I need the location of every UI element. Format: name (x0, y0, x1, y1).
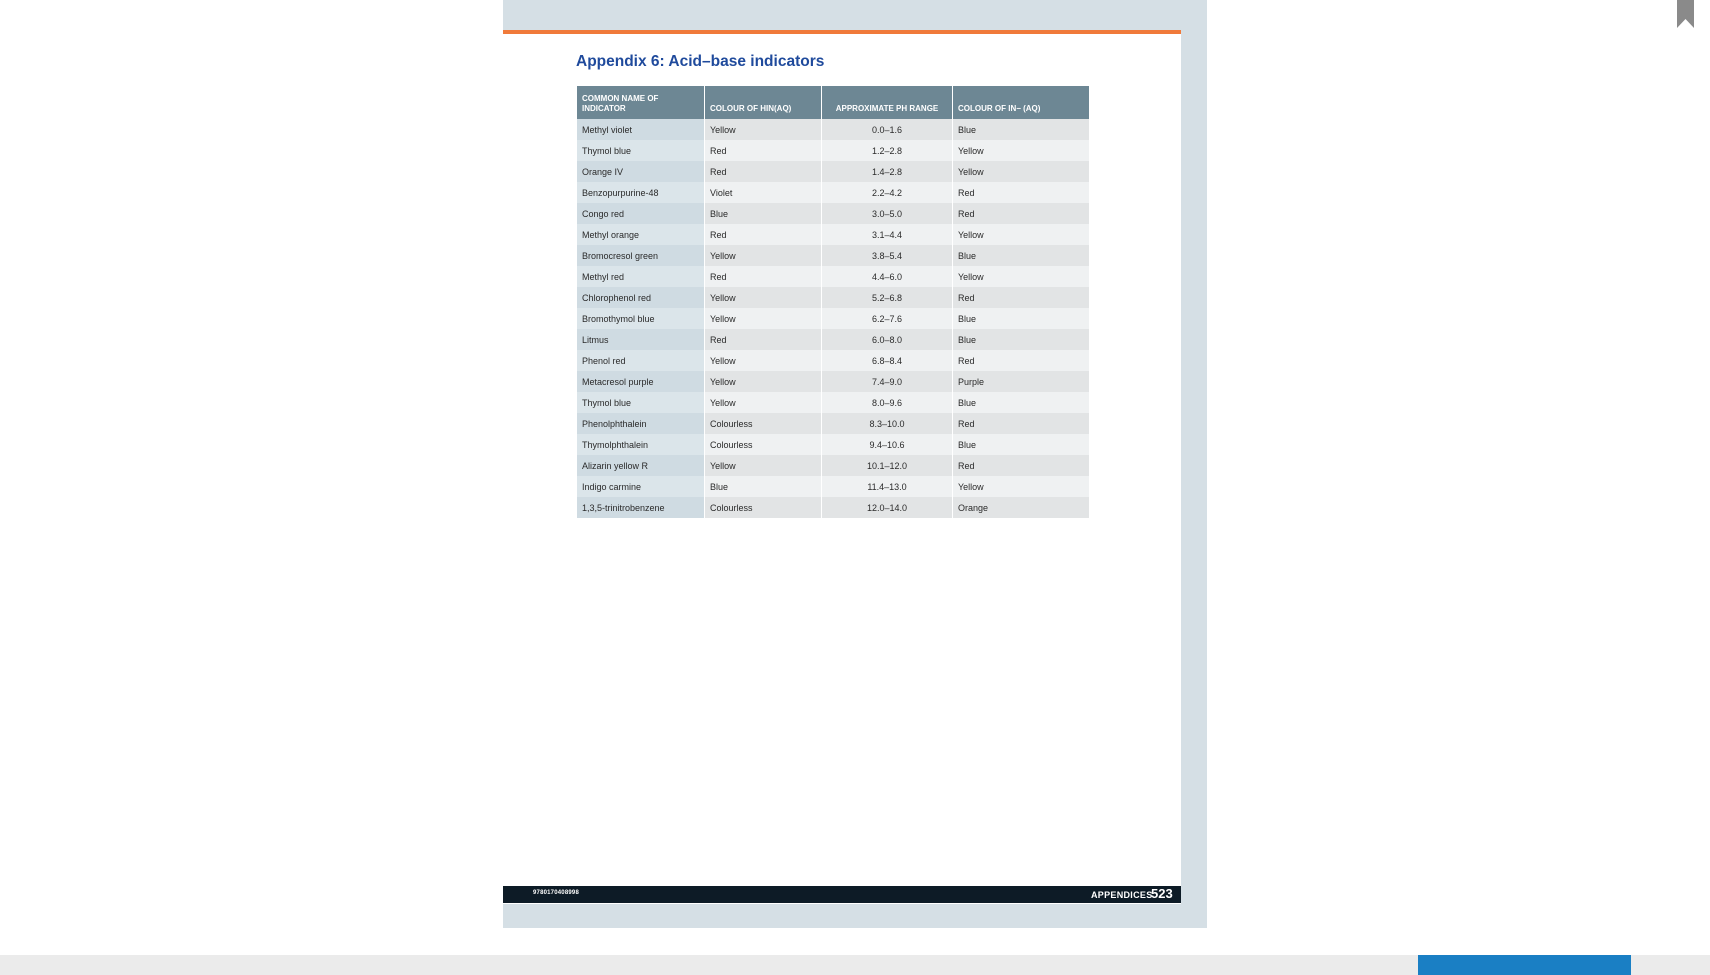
ph-range-cell: 6.8–8.4 (822, 350, 952, 371)
ph-range-cell: 8.3–10.0 (822, 413, 952, 434)
base-colour-cell: Blue (953, 308, 1089, 329)
indicator-name-cell: Thymol blue (577, 392, 704, 413)
acid-colour-cell: Red (705, 224, 821, 245)
table-row (577, 497, 1089, 518)
indicator-name-cell: Chlorophenol red (577, 287, 704, 308)
ph-range-cell: 1.4–2.8 (822, 161, 952, 182)
indicator-name-cell: Orange IV (577, 161, 704, 182)
acid-colour-cell: Yellow (705, 308, 821, 329)
table-row (577, 434, 1089, 455)
acid-colour-cell: Red (705, 266, 821, 287)
indicator-table (576, 86, 1090, 518)
table-row (577, 182, 1089, 203)
base-colour-cell: Red (953, 182, 1089, 203)
table-header-row (577, 86, 1089, 119)
column-header-ph-range: APPROXIMATE PH RANGE (822, 86, 952, 119)
indicator-name-cell: Litmus (577, 329, 704, 350)
ph-range-cell: 5.2–6.8 (822, 287, 952, 308)
table-row (577, 203, 1089, 224)
acid-colour-cell: Yellow (705, 392, 821, 413)
base-colour-cell: Yellow (953, 266, 1089, 287)
table-row (577, 413, 1089, 434)
header-accent-rule (503, 30, 1181, 34)
base-colour-cell: Yellow (953, 476, 1089, 497)
base-colour-cell: Blue (953, 245, 1089, 266)
acid-colour-cell: Colourless (705, 434, 821, 455)
acid-colour-cell: Violet (705, 182, 821, 203)
ph-range-cell: 0.0–1.6 (822, 119, 952, 140)
acid-colour-cell: Colourless (705, 497, 821, 518)
acid-colour-cell: Blue (705, 476, 821, 497)
base-colour-cell: Blue (953, 434, 1089, 455)
acid-colour-cell: Blue (705, 203, 821, 224)
base-colour-cell: Yellow (953, 140, 1089, 161)
table-row (577, 308, 1089, 329)
table-row (577, 350, 1089, 371)
table-row (577, 392, 1089, 413)
acid-colour-cell: Yellow (705, 455, 821, 476)
ph-range-cell: 6.2–7.6 (822, 308, 952, 329)
table-row (577, 266, 1089, 287)
indicator-name-cell: Phenol red (577, 350, 704, 371)
acid-colour-cell: Yellow (705, 119, 821, 140)
acid-colour-cell: Yellow (705, 245, 821, 266)
base-colour-cell: Blue (953, 329, 1089, 350)
indicator-name-cell: 1,3,5-trinitrobenzene (577, 497, 704, 518)
table-row (577, 476, 1089, 497)
table-row (577, 455, 1089, 476)
indicator-name-cell: Phenolphthalein (577, 413, 704, 434)
base-colour-cell: Blue (953, 392, 1089, 413)
base-colour-cell: Red (953, 350, 1089, 371)
acid-colour-cell: Red (705, 329, 821, 350)
base-colour-cell: Red (953, 455, 1089, 476)
base-colour-cell: Yellow (953, 224, 1089, 245)
indicator-name-cell: Bromothymol blue (577, 308, 704, 329)
table-row (577, 245, 1089, 266)
bottom-accent-bar[interactable] (1418, 955, 1631, 975)
base-colour-cell: Red (953, 413, 1089, 434)
ph-range-cell: 3.1–4.4 (822, 224, 952, 245)
acid-colour-cell: Red (705, 161, 821, 182)
indicator-name-cell: Thymolphthalein (577, 434, 704, 455)
column-header-base-colour: COLOUR OF IN− (AQ) (953, 86, 1089, 119)
indicator-name-cell: Congo red (577, 203, 704, 224)
ph-range-cell: 4.4–6.0 (822, 266, 952, 287)
footer-isbn: 9780170408998 (533, 890, 579, 896)
ph-range-cell: 7.4–9.0 (822, 371, 952, 392)
indicator-name-cell: Methyl orange (577, 224, 704, 245)
page-title: Appendix 6: Acid–base indicators (576, 53, 825, 70)
indicator-name-cell: Methyl red (577, 266, 704, 287)
table-row (577, 329, 1089, 350)
footer-section-label: APPENDICES (1091, 890, 1153, 900)
column-header-name: COMMON NAME OF INDICATOR (577, 86, 704, 119)
acid-colour-cell: Yellow (705, 287, 821, 308)
column-header-acid-colour: COLOUR OF HIN(AQ) (705, 86, 821, 119)
ph-range-cell: 8.0–9.6 (822, 392, 952, 413)
table-row (577, 119, 1089, 140)
base-colour-cell: Orange (953, 497, 1089, 518)
indicator-name-cell: Methyl violet (577, 119, 704, 140)
table-row (577, 287, 1089, 308)
ph-range-cell: 10.1–12.0 (822, 455, 952, 476)
base-colour-cell: Blue (953, 119, 1089, 140)
indicator-name-cell: Alizarin yellow R (577, 455, 704, 476)
bookmark-icon[interactable] (1677, 0, 1694, 28)
table-body (577, 119, 1089, 518)
base-colour-cell: Red (953, 203, 1089, 224)
ph-range-cell: 1.2–2.8 (822, 140, 952, 161)
table-row (577, 371, 1089, 392)
acid-colour-cell: Yellow (705, 371, 821, 392)
ph-range-cell: 9.4–10.6 (822, 434, 952, 455)
base-colour-cell: Yellow (953, 161, 1089, 182)
table-row (577, 224, 1089, 245)
ph-range-cell: 6.0–8.0 (822, 329, 952, 350)
ph-range-cell: 2.2–4.2 (822, 182, 952, 203)
indicator-name-cell: Thymol blue (577, 140, 704, 161)
indicator-name-cell: Metacresol purple (577, 371, 704, 392)
ph-range-cell: 11.4–13.0 (822, 476, 952, 497)
page-number: 523 (1151, 886, 1173, 901)
table-row (577, 140, 1089, 161)
acid-colour-cell: Yellow (705, 350, 821, 371)
acid-colour-cell: Colourless (705, 413, 821, 434)
ph-range-cell: 3.0–5.0 (822, 203, 952, 224)
acid-colour-cell: Red (705, 140, 821, 161)
base-colour-cell: Purple (953, 371, 1089, 392)
base-colour-cell: Red (953, 287, 1089, 308)
indicator-name-cell: Bromocresol green (577, 245, 704, 266)
ph-range-cell: 12.0–14.0 (822, 497, 952, 518)
table-row (577, 161, 1089, 182)
ph-range-cell: 3.8–5.4 (822, 245, 952, 266)
indicator-name-cell: Benzopurpurine-48 (577, 182, 704, 203)
footer-bar (503, 886, 1181, 903)
indicator-name-cell: Indigo carmine (577, 476, 704, 497)
